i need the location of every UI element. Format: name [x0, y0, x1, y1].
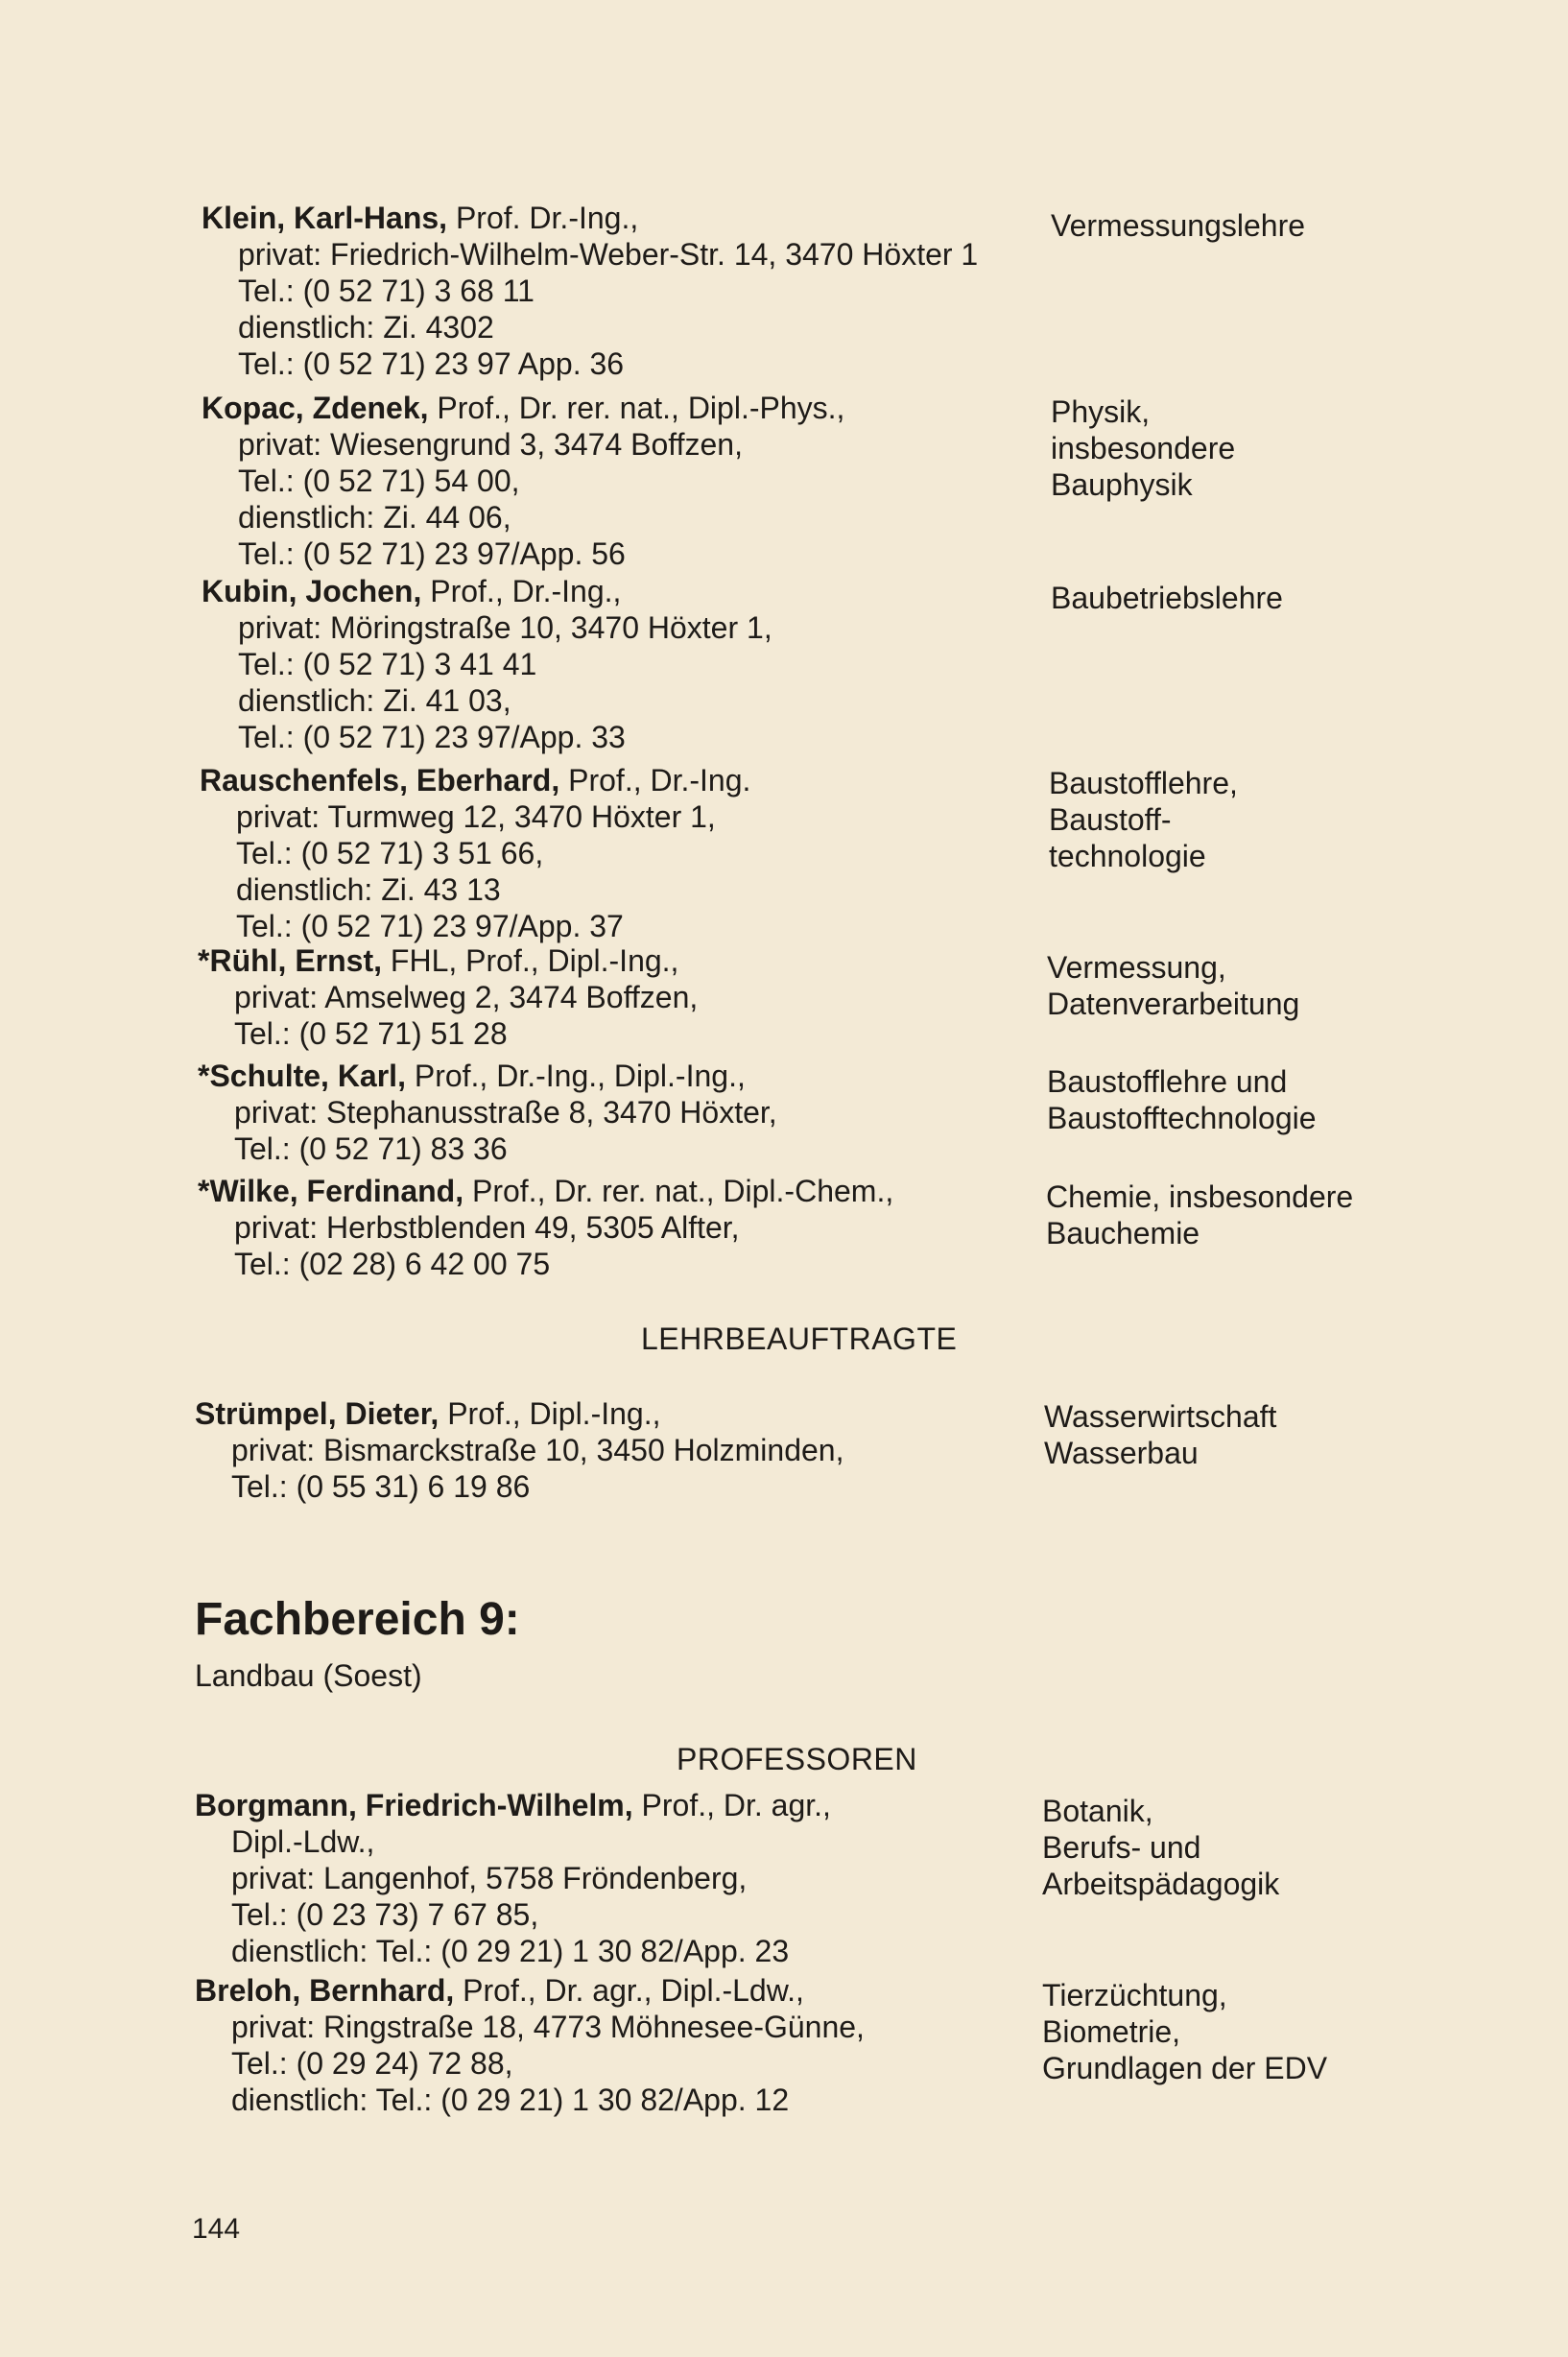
staff-name: *Rühl, Ernst,	[198, 943, 383, 978]
subject-line: Baustofflehre,	[1049, 766, 1238, 800]
subject-line: Wasserbau	[1044, 1436, 1199, 1470]
staff-name: Breloh, Bernhard,	[195, 1973, 455, 2008]
staff-subject	[1044, 1398, 1276, 1471]
staff-detail-line: dienstlich: Zi. 4302	[238, 310, 494, 345]
fachbereich-title: Fachbereich 9:	[195, 1594, 520, 1645]
staff-name: Klein, Karl-Hans,	[202, 201, 448, 235]
staff-detail-line: privat: Friedrich-Wilhelm-Weber-Str. 14, 3470 Höxter 1	[238, 237, 979, 272]
staff-detail-line: Dipl.-Ldw.,	[231, 1824, 375, 1859]
subject-line: Tierzüchtung,	[1042, 1978, 1227, 2012]
subject-line: Biometrie,	[1042, 2014, 1181, 2049]
subject-line: Baustofflehre und	[1047, 1064, 1288, 1099]
staff-detail-line: privat: Wiesengrund 3, 3474 Boffzen,	[238, 427, 743, 462]
staff-name: Rauschenfels, Eberhard,	[200, 763, 560, 798]
staff-detail-line: privat: Herbstblenden 49, 5305 Alfter,	[234, 1210, 740, 1245]
staff-subject	[1042, 1977, 1327, 2086]
staff-entry	[202, 573, 772, 755]
staff-detail-line: Tel.: (0 23 73) 7 67 85,	[231, 1897, 539, 1932]
staff-entry	[200, 762, 750, 944]
staff-detail-line: Tel.: (02 28) 6 42 00 75	[234, 1247, 551, 1281]
staff-detail-line: dienstlich: Zi. 44 06,	[238, 500, 511, 535]
subject-line: technologie	[1049, 839, 1206, 873]
staff-detail-line: Tel.: (0 52 71) 3 68 11	[238, 274, 535, 308]
staff-entry	[202, 390, 844, 572]
staff-name: Kopac, Zdenek,	[202, 391, 429, 425]
staff-title: Prof. Dr.-Ing.,	[447, 201, 639, 235]
page-number: 144	[192, 2213, 241, 2245]
staff-detail-line: Tel.: (0 55 31) 6 19 86	[231, 1469, 531, 1504]
staff-title: Prof., Dr. agr., Dipl.-Ldw.,	[454, 1973, 804, 2008]
staff-detail-line: Tel.: (0 52 71) 54 00,	[238, 464, 520, 498]
subject-line: Baubetriebslehre	[1051, 581, 1283, 615]
subject-line: Datenverarbeitung	[1047, 987, 1300, 1021]
staff-title: Prof., Dr.-Ing.,	[421, 574, 622, 608]
subject-line: Arbeitspädagogik	[1042, 1867, 1280, 1901]
fachbereich-subtitle: Landbau (Soest)	[195, 1658, 422, 1693]
staff-detail-line: Tel.: (0 52 71) 83 36	[234, 1131, 508, 1166]
staff-name: Strümpel, Dieter,	[195, 1396, 440, 1431]
staff-name: *Schulte, Karl,	[198, 1059, 406, 1093]
staff-title: Prof., Dr. rer. nat., Dipl.-Phys.,	[428, 391, 845, 425]
staff-subject	[1046, 1178, 1353, 1251]
staff-detail-line: privat: Stephanusstraße 8, 3470 Höxter,	[234, 1095, 777, 1130]
staff-detail-line: privat: Turmweg 12, 3470 Höxter 1,	[236, 799, 716, 834]
staff-detail-line: privat: Bismarckstraße 10, 3450 Holzminden,	[231, 1433, 844, 1467]
staff-detail-line: privat: Möringstraße 10, 3470 Höxter 1,	[238, 610, 772, 645]
staff-detail-line: dienstlich: Tel.: (0 29 21) 1 30 82/App. 23	[231, 1934, 790, 1968]
staff-subject	[1051, 393, 1235, 503]
staff-subject	[1047, 949, 1299, 1022]
subject-line: Baustofftechnologie	[1047, 1101, 1317, 1135]
staff-entry	[202, 200, 978, 382]
section-heading-lehrbeauftragte: LEHRBEAUFTRAGTE	[641, 1321, 958, 1356]
staff-subject	[1042, 1793, 1279, 1902]
staff-detail-line: Tel.: (0 29 24) 72 88,	[231, 2046, 513, 2081]
staff-entry	[195, 1395, 843, 1505]
staff-detail-line: Tel.: (0 52 71) 23 97 App. 36	[238, 346, 625, 381]
staff-entry	[195, 1972, 865, 2118]
staff-title: Prof., Dr. rer. nat., Dipl.-Chem.,	[463, 1174, 894, 1208]
staff-detail-line: Tel.: (0 52 71) 23 97/App. 56	[238, 536, 626, 571]
staff-title: Prof., Dipl.-Ing.,	[439, 1396, 661, 1431]
staff-name: *Wilke, Ferdinand,	[198, 1174, 464, 1208]
subject-line: Chemie, insbesondere	[1046, 1179, 1354, 1214]
staff-subject	[1049, 765, 1238, 874]
staff-entry	[195, 1787, 831, 1969]
subject-line: Bauchemie	[1046, 1216, 1200, 1250]
subject-line: Vermessungslehre	[1051, 208, 1306, 243]
staff-detail-line: privat: Langenhof, 5758 Fröndenberg,	[231, 1861, 748, 1895]
staff-subject	[1051, 580, 1283, 616]
subject-line: Berufs- und	[1042, 1830, 1201, 1865]
subject-line: Grundlagen der EDV	[1042, 2051, 1328, 2085]
subject-line: Baustoff-	[1049, 802, 1172, 837]
staff-title: Prof., Dr.-Ing., Dipl.-Ing.,	[405, 1059, 746, 1093]
staff-entry	[198, 1058, 777, 1167]
staff-detail-line: dienstlich: Zi. 41 03,	[238, 683, 511, 718]
staff-name: Kubin, Jochen,	[202, 574, 422, 608]
staff-detail-line: Tel.: (0 52 71) 51 28	[234, 1016, 508, 1051]
staff-detail-line: dienstlich: Zi. 43 13	[236, 872, 501, 907]
staff-detail-line: privat: Ringstraße 18, 4773 Möhnesee-Günne,	[231, 2010, 865, 2044]
staff-subject	[1051, 207, 1305, 244]
staff-detail-line: dienstlich: Tel.: (0 29 21) 1 30 82/App. 12	[231, 2083, 790, 2117]
staff-detail-line: Tel.: (0 52 71) 3 41 41	[238, 647, 537, 681]
staff-entry	[198, 1173, 893, 1282]
staff-subject	[1047, 1063, 1317, 1136]
section-heading-professoren: PROFESSOREN	[677, 1742, 917, 1776]
staff-entry	[198, 942, 698, 1052]
staff-name: Borgmann, Friedrich-Wilhelm,	[195, 1788, 633, 1822]
staff-title: Prof., Dr.-Ing.	[559, 763, 751, 798]
subject-line: Physik,	[1051, 394, 1151, 429]
subject-line: insbesondere	[1051, 431, 1236, 465]
staff-detail-line: Tel.: (0 52 71) 23 97/App. 37	[236, 909, 624, 943]
staff-detail-line: Tel.: (0 52 71) 3 51 66,	[236, 836, 544, 870]
subject-line: Wasserwirtschaft	[1044, 1399, 1277, 1434]
staff-detail-line: privat: Amselweg 2, 3474 Boffzen,	[234, 980, 699, 1014]
subject-line: Bauphysik	[1051, 467, 1193, 502]
staff-title: FHL, Prof., Dipl.-Ing.,	[382, 943, 679, 978]
staff-title: Prof., Dr. agr.,	[632, 1788, 831, 1822]
subject-line: Botanik,	[1042, 1794, 1153, 1828]
subject-line: Vermessung,	[1047, 950, 1226, 985]
staff-detail-line: Tel.: (0 52 71) 23 97/App. 33	[238, 720, 626, 754]
